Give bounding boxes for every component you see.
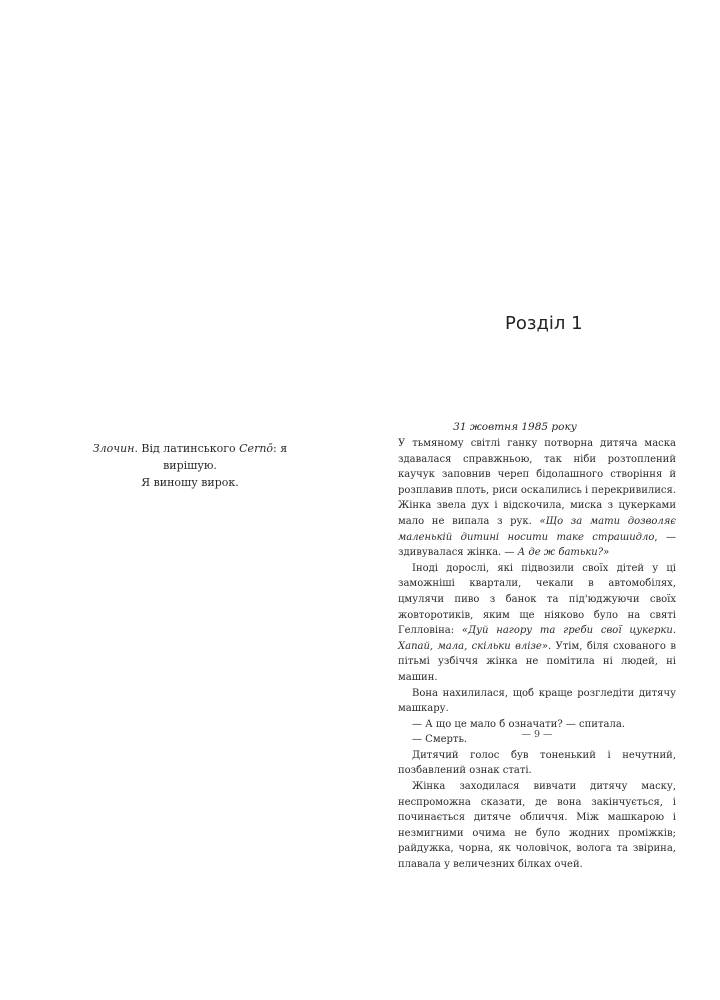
right-page [360, 0, 720, 1000]
paragraph-5: — Смерть. [412, 734, 468, 746]
p1-thought-a: «Що за мати дозволяє маленькій дитині носити таке страшидло [398, 515, 676, 543]
paragraph-7: Жінка заходилася вивчати дитячу маску, неспроможна сказати, де вона закінчується, і починається дитяче обличчя. Між машкарою і незмигними очима не було жодних проміжків; райдужка, чорна, як чоловічок, волога та звірина, плавала у величезних білках очей. [398, 781, 676, 871]
paragraph-6: Дитячий голос був тоненький і нечутний, позбавлений ознак статі. [398, 749, 676, 777]
p1-text-a: У тьмяному світлі ганку потворна дитяча маска здавалася справжньою, так ніби розтоплений каучук заповнив череп бідолашного створіння й розплавив плоть, риси оскалились і перекривилися. Жінка звела дух і відскочила, миска з цукерками мало не випала з рук. [398, 438, 676, 527]
epigraph-latin: Cernō [239, 442, 274, 455]
paragraph-1 [398, 436, 676, 561]
epigraph-text: . Від латинського [134, 442, 240, 455]
epigraph-line-2: Я виношу вирок. [141, 476, 239, 489]
p1-text-c: , — здивувалася жінка. — [398, 531, 677, 559]
p2-quote: «Дуй нагору та греби свої цукерки. Хапай, мала, скільки влізе» [398, 625, 676, 652]
paragraph-3: Вона нахилилася, щоб краще розгледіти дитячу машкару. [398, 687, 676, 715]
epigraph-translation: : я вирішую. [163, 442, 288, 472]
chapter-title: Розділ 1 [505, 313, 583, 334]
paragraph-2 [398, 561, 676, 686]
p1-thought-b: А де ж батьки?» [517, 547, 610, 559]
p2-text-c: . Утім, біля схованого в пітьмі узбіччя жінка не помітила ні людей, ні машин. [398, 640, 676, 683]
paragraph-4: — А що це мало б означати? — спитала. [412, 718, 625, 730]
epigraph-word: Злочин [92, 442, 135, 455]
body-text [398, 436, 676, 873]
epigraph-line-1 [90, 440, 290, 474]
chapter-date: 31 жовтня 1985 року [453, 421, 577, 433]
epigraph [90, 440, 290, 491]
page-number: — 9 — [521, 729, 553, 740]
p2-text-a: Іноді дорослі, які підвозили своїх дітей у ці заможніші квартали, чекали в автомобілях, цмулячи пиво з банок та під'юджуючи своїх жовторотиків, яким ще ніяково було на святі Гелловіна: [398, 562, 676, 637]
